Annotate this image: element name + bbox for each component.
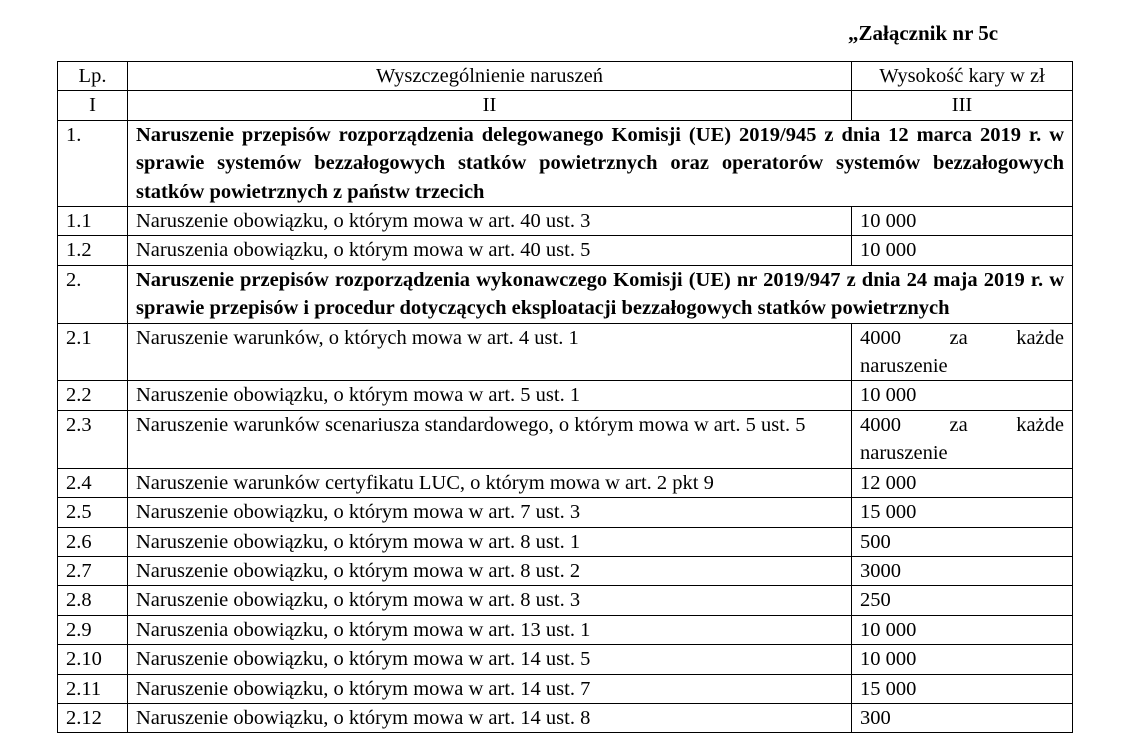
table-row [58, 703, 1073, 732]
row-penalty: 15 000 [852, 674, 1073, 703]
row-description: Naruszenie warunków scenariusza standardowego, o którym mowa w art. 5 ust. 5 [128, 410, 852, 468]
header-penalty: Wysokość kary w zł [852, 62, 1073, 91]
roman-lp: I [58, 91, 128, 120]
row-penalty: 10 000 [852, 615, 1073, 644]
row-lp: 2.10 [58, 645, 128, 674]
row-description: Naruszenia obowiązku, o którym mowa w art. 13 ust. 1 [128, 615, 852, 644]
table-row [58, 207, 1073, 236]
row-lp: 2.11 [58, 674, 128, 703]
table-row [58, 586, 1073, 615]
row-penalty: 4000 za każde naruszenie [852, 323, 1073, 381]
row-lp: 1.1 [58, 207, 128, 236]
row-description: Naruszenie obowiązku, o którym mowa w art. 8 ust. 1 [128, 527, 852, 556]
section-title: Naruszenie przepisów rozporządzenia wykonawczego Komisji (UE) nr 2019/947 z dnia 24 maja 2019 r. w sprawie przepisów i procedur dotyczących eksploatacji bezzałogowych statków powietrznych [128, 265, 1073, 323]
row-penalty: 3000 [852, 556, 1073, 585]
roman-penalty: III [852, 91, 1073, 120]
row-description: Naruszenie obowiązku, o którym mowa w art. 8 ust. 3 [128, 586, 852, 615]
table-row [58, 527, 1073, 556]
row-lp: 2.4 [58, 468, 128, 497]
row-lp: 2.3 [58, 410, 128, 468]
row-lp: 1.2 [58, 236, 128, 265]
roman-description: II [128, 91, 852, 120]
row-description: Naruszenie warunków certyfikatu LUC, o którym mowa w art. 2 pkt 9 [128, 468, 852, 497]
table-row [58, 410, 1073, 468]
row-description: Naruszenie obowiązku, o którym mowa w art. 14 ust. 5 [128, 645, 852, 674]
roman-numeral-row [58, 91, 1073, 120]
table-row [58, 236, 1073, 265]
table-row [58, 381, 1073, 410]
row-description: Naruszenia obowiązku, o którym mowa w art. 40 ust. 5 [128, 236, 852, 265]
row-lp: 2.8 [58, 586, 128, 615]
table-row [58, 556, 1073, 585]
row-lp: 2.2 [58, 381, 128, 410]
row-description: Naruszenie warunków, o których mowa w art. 4 ust. 1 [128, 323, 852, 381]
row-description: Naruszenie obowiązku, o którym mowa w art. 40 ust. 3 [128, 207, 852, 236]
row-penalty: 250 [852, 586, 1073, 615]
row-description: Naruszenie obowiązku, o którym mowa w art. 7 ust. 3 [128, 498, 852, 527]
row-penalty: 4000 za każde naruszenie [852, 410, 1073, 468]
annex-title: „Załącznik nr 5c [848, 21, 999, 45]
row-penalty: 10 000 [852, 207, 1073, 236]
row-penalty: 10 000 [852, 381, 1073, 410]
section-number: 2. [58, 265, 128, 323]
row-description: Naruszenie obowiązku, o którym mowa w art. 8 ust. 2 [128, 556, 852, 585]
section-title: Naruszenie przepisów rozporządzenia delegowanego Komisji (UE) 2019/945 z dnia 12 marca 2019 r. w sprawie systemów bezzałogowych statków powietrznych oraz operatorów systemów bezzałogowych statków powietrznych z państw trzecich [128, 120, 1073, 206]
table-row [58, 615, 1073, 644]
row-lp: 2.7 [58, 556, 128, 585]
section-row [58, 120, 1073, 206]
row-lp: 2.1 [58, 323, 128, 381]
row-description: Naruszenie obowiązku, o którym mowa w art. 14 ust. 7 [128, 674, 852, 703]
penalties-table [57, 61, 1073, 733]
table-row [58, 323, 1073, 381]
table-row [58, 498, 1073, 527]
header-row [58, 62, 1073, 91]
row-penalty: 12 000 [852, 468, 1073, 497]
table-row [58, 645, 1073, 674]
row-penalty: 10 000 [852, 645, 1073, 674]
section-row [58, 265, 1073, 323]
row-lp: 2.12 [58, 703, 128, 732]
header-description: Wyszczególnienie naruszeń [128, 62, 852, 91]
row-penalty: 300 [852, 703, 1073, 732]
row-lp: 2.9 [58, 615, 128, 644]
header-lp: Lp. [58, 62, 128, 91]
table-row [58, 468, 1073, 497]
row-description: Naruszenie obowiązku, o którym mowa w art. 5 ust. 1 [128, 381, 852, 410]
table-row [58, 674, 1073, 703]
section-number: 1. [58, 120, 128, 206]
row-description: Naruszenie obowiązku, o którym mowa w art. 14 ust. 8 [128, 703, 852, 732]
row-penalty: 500 [852, 527, 1073, 556]
row-penalty: 10 000 [852, 236, 1073, 265]
row-lp: 2.5 [58, 498, 128, 527]
row-lp: 2.6 [58, 527, 128, 556]
row-penalty: 15 000 [852, 498, 1073, 527]
